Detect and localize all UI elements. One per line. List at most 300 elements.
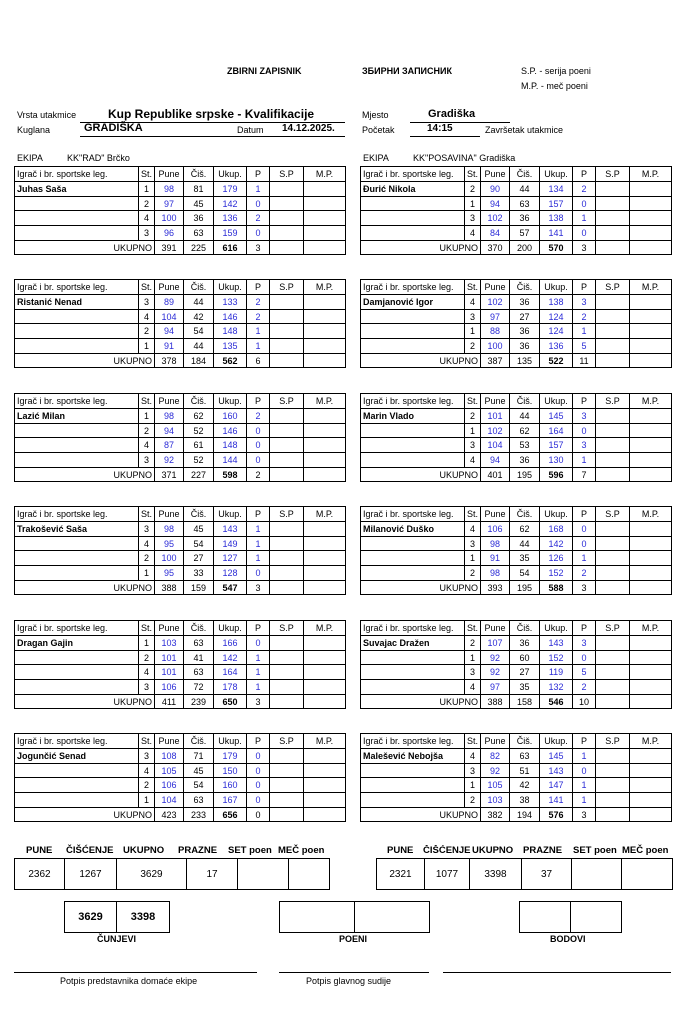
sum-home-ciscenje-h: ČIŠĆENJE xyxy=(66,845,114,856)
cunjevi-table xyxy=(64,901,170,933)
cis-header: Čiš. xyxy=(510,734,540,749)
mp-value xyxy=(304,749,346,764)
total-mp xyxy=(304,807,346,822)
cis-value: 44 xyxy=(510,182,540,197)
mp-header: M.P. xyxy=(304,621,346,636)
pune-header: Pune xyxy=(481,621,510,636)
ukup-header: Ukup. xyxy=(214,280,247,295)
st-header: St. xyxy=(139,507,155,522)
sp-value xyxy=(270,339,304,354)
poeni-table xyxy=(279,901,430,933)
lane-number: 1 xyxy=(139,182,155,197)
lane-number: 1 xyxy=(465,196,481,211)
home-game-2-table xyxy=(14,279,346,368)
total-mp xyxy=(630,580,672,595)
cunjevi-away: 3398 xyxy=(117,902,170,933)
total-cis: 184 xyxy=(184,353,214,368)
cis-value: 36 xyxy=(184,211,214,226)
sp-value xyxy=(596,339,630,354)
sp-value xyxy=(270,749,304,764)
total-row xyxy=(361,807,672,822)
pune-value: 103 xyxy=(481,793,510,808)
home-game-1-table xyxy=(14,166,346,255)
ukup-value: 130 xyxy=(540,453,573,468)
sp-value xyxy=(270,522,304,537)
lane-number: 1 xyxy=(139,636,155,651)
cis-value: 63 xyxy=(510,749,540,764)
ukup-value: 138 xyxy=(540,211,573,226)
table-row xyxy=(361,536,672,551)
cis-header: Čiš. xyxy=(184,621,214,636)
mp-value xyxy=(304,522,346,537)
sp-value xyxy=(596,793,630,808)
player-name: Ristanić Nenad xyxy=(15,295,139,310)
lane-number: 3 xyxy=(465,438,481,453)
bodovi-away xyxy=(571,902,622,933)
total-pune: 382 xyxy=(481,807,510,822)
total-pune: 388 xyxy=(155,580,184,595)
lane-number: 2 xyxy=(465,409,481,424)
player-cell-empty xyxy=(15,339,139,354)
total-row xyxy=(15,467,346,482)
pune-value: 104 xyxy=(155,309,184,324)
table-row xyxy=(361,749,672,764)
lane-number: 2 xyxy=(139,324,155,339)
cis-value: 53 xyxy=(510,438,540,453)
player-cell-empty xyxy=(15,438,139,453)
summary-home-table xyxy=(14,858,330,890)
table-row xyxy=(15,551,346,566)
p-value: 0 xyxy=(247,778,270,793)
sp-value xyxy=(270,409,304,424)
sum-away-ciscenje-h: ČIŠĆENJE xyxy=(423,845,471,856)
p-value: 0 xyxy=(573,650,596,665)
ukup-value: 144 xyxy=(214,453,247,468)
total-cis: 195 xyxy=(510,467,540,482)
player-cell-empty xyxy=(15,423,139,438)
table-row xyxy=(361,438,672,453)
table-row xyxy=(361,650,672,665)
mp-header: M.P. xyxy=(304,507,346,522)
mp-value xyxy=(304,423,346,438)
sp-value xyxy=(596,182,630,197)
ukup-value: 149 xyxy=(214,536,247,551)
ukup-header: Ukup. xyxy=(540,167,573,182)
pune-value: 106 xyxy=(155,778,184,793)
pune-value: 97 xyxy=(481,680,510,695)
mp-header: M.P. xyxy=(304,167,346,182)
sp-value xyxy=(596,196,630,211)
sp-value xyxy=(270,182,304,197)
away-game-1-table xyxy=(360,166,672,255)
mp-value xyxy=(630,339,672,354)
cis-value: 54 xyxy=(184,536,214,551)
sum-home-pune-h: PUNE xyxy=(26,845,53,856)
sp-value xyxy=(596,566,630,581)
ukupno-label: UKUPNO xyxy=(361,467,481,482)
sum-home-mec-h: MEČ poen xyxy=(278,845,325,856)
mp-value xyxy=(630,423,672,438)
sum-home-prazne: 17 xyxy=(187,859,238,890)
player-cell-empty xyxy=(15,309,139,324)
sum-home-mec xyxy=(289,859,330,890)
mp-value xyxy=(304,309,346,324)
sp-value xyxy=(270,423,304,438)
pune-value: 95 xyxy=(155,536,184,551)
player-header: Igrač i br. sportske leg. xyxy=(15,167,139,182)
p-value: 2 xyxy=(247,211,270,226)
mp-value xyxy=(630,749,672,764)
ukup-value: 135 xyxy=(214,339,247,354)
lane-number: 3 xyxy=(139,453,155,468)
p-value: 1 xyxy=(247,536,270,551)
player-cell-empty xyxy=(361,339,465,354)
total-p: 10 xyxy=(573,694,596,709)
sum-home-set-h: SET poen xyxy=(228,845,272,856)
mp-value xyxy=(304,536,346,551)
home-team-name: KK"RAD" Brčko xyxy=(67,153,130,163)
mp-value xyxy=(630,182,672,197)
p-header: P xyxy=(573,167,596,182)
pune-value: 102 xyxy=(481,211,510,226)
sp-value xyxy=(270,680,304,695)
total-mp xyxy=(630,353,672,368)
table-row xyxy=(361,309,672,324)
ukupno-label: UKUPNO xyxy=(361,807,481,822)
lane-number: 1 xyxy=(465,650,481,665)
pune-value: 92 xyxy=(155,453,184,468)
total-cis: 194 xyxy=(510,807,540,822)
total-pune: 401 xyxy=(481,467,510,482)
ukup-header: Ukup. xyxy=(540,394,573,409)
pune-value: 104 xyxy=(481,438,510,453)
mp-value xyxy=(304,438,346,453)
mp-value xyxy=(630,763,672,778)
ukupno-label: UKUPNO xyxy=(15,807,155,822)
mp-value xyxy=(630,309,672,324)
ukup-value: 178 xyxy=(214,680,247,695)
ukup-value: 143 xyxy=(540,636,573,651)
ukup-value: 141 xyxy=(540,793,573,808)
cis-value: 27 xyxy=(184,551,214,566)
ukup-header: Ukup. xyxy=(214,734,247,749)
kuglana-label: Kuglana xyxy=(17,125,51,135)
ukup-value: 128 xyxy=(214,566,247,581)
zavrsetak-label: Završetak utakmice xyxy=(485,125,564,135)
sum-home-prazne-h: PRAZNE xyxy=(178,845,218,856)
lane-number: 2 xyxy=(139,423,155,438)
pune-value: 98 xyxy=(481,536,510,551)
lane-number: 3 xyxy=(465,211,481,226)
pune-header: Pune xyxy=(155,507,184,522)
total-row xyxy=(361,467,672,482)
ukupno-label: UKUPNO xyxy=(15,353,155,368)
p-header: P xyxy=(573,394,596,409)
cis-header: Čiš. xyxy=(510,507,540,522)
table-row xyxy=(361,182,672,197)
away-game-2-table xyxy=(360,279,672,368)
mp-header: M.P. xyxy=(630,280,672,295)
sp-value xyxy=(270,763,304,778)
cis-value: 63 xyxy=(510,196,540,211)
ukup-value: 143 xyxy=(540,763,573,778)
st-header: St. xyxy=(139,280,155,295)
player-cell-empty xyxy=(15,793,139,808)
total-mp xyxy=(630,240,672,255)
table-row xyxy=(15,438,346,453)
cis-value: 44 xyxy=(184,295,214,310)
player-header: Igrač i br. sportske leg. xyxy=(361,167,465,182)
table-row xyxy=(15,339,346,354)
sum-away-ukupno-h: UKUPNO xyxy=(472,845,514,856)
lane-number: 2 xyxy=(139,650,155,665)
title-latin: ZBIRNI ZAPISNIK xyxy=(227,66,302,76)
cis-value: 38 xyxy=(510,793,540,808)
p-value: 0 xyxy=(247,226,270,241)
mp-value xyxy=(630,409,672,424)
sp-value xyxy=(596,749,630,764)
p-header: P xyxy=(247,621,270,636)
pune-header: Pune xyxy=(155,280,184,295)
lane-number: 4 xyxy=(139,438,155,453)
kuglana-underline xyxy=(80,136,345,137)
pune-header: Pune xyxy=(155,394,184,409)
p-value: 0 xyxy=(573,196,596,211)
pune-header: Pune xyxy=(155,167,184,182)
table-row xyxy=(361,763,672,778)
ukup-value: 179 xyxy=(214,749,247,764)
table-row xyxy=(361,665,672,680)
ukupno-label: UKUPNO xyxy=(15,467,155,482)
player-header: Igrač i br. sportske leg. xyxy=(361,507,465,522)
p-value: 0 xyxy=(573,763,596,778)
sp-value xyxy=(596,763,630,778)
mp-value xyxy=(304,665,346,680)
table-row xyxy=(15,324,346,339)
lane-number: 1 xyxy=(139,566,155,581)
sp-value xyxy=(596,522,630,537)
total-ukup: 562 xyxy=(214,353,247,368)
lane-number: 1 xyxy=(139,409,155,424)
mjesto-value: Gradiška xyxy=(428,108,476,120)
sp-value xyxy=(270,778,304,793)
sp-header: S.P xyxy=(270,621,304,636)
ukup-value: 142 xyxy=(214,650,247,665)
ukup-value: 134 xyxy=(540,182,573,197)
table-row xyxy=(361,196,672,211)
cis-value: 62 xyxy=(184,409,214,424)
lane-number: 4 xyxy=(465,680,481,695)
sp-value xyxy=(270,226,304,241)
table-row xyxy=(15,295,346,310)
mp-value xyxy=(630,453,672,468)
cis-value: 36 xyxy=(510,295,540,310)
table-row xyxy=(15,793,346,808)
cis-value: 45 xyxy=(184,522,214,537)
table-row xyxy=(15,196,346,211)
table-row xyxy=(15,749,346,764)
total-sp xyxy=(596,353,630,368)
ukup-value: 133 xyxy=(214,295,247,310)
ukup-value: 145 xyxy=(540,409,573,424)
player-cell-empty xyxy=(15,453,139,468)
ukup-value: 146 xyxy=(214,309,247,324)
mp-value xyxy=(630,566,672,581)
sp-header: S.P xyxy=(596,167,630,182)
total-p: 6 xyxy=(247,353,270,368)
p-value: 2 xyxy=(247,409,270,424)
mp-value xyxy=(304,453,346,468)
total-cis: 159 xyxy=(184,580,214,595)
sum-away-mec xyxy=(622,859,673,890)
player-cell-empty xyxy=(361,680,465,695)
total-pune: 370 xyxy=(481,240,510,255)
pune-value: 105 xyxy=(481,778,510,793)
player-cell-empty xyxy=(361,423,465,438)
player-cell-empty xyxy=(361,226,465,241)
mp-value xyxy=(630,778,672,793)
pune-value: 95 xyxy=(155,566,184,581)
total-cis: 233 xyxy=(184,807,214,822)
table-row xyxy=(15,409,346,424)
total-ukup: 650 xyxy=(214,694,247,709)
table-row xyxy=(15,453,346,468)
sp-value xyxy=(596,211,630,226)
p-value: 0 xyxy=(573,226,596,241)
p-header: P xyxy=(573,280,596,295)
lane-number: 1 xyxy=(465,551,481,566)
away-game-5-table xyxy=(360,620,672,709)
pune-header: Pune xyxy=(155,734,184,749)
ukup-value: 136 xyxy=(214,211,247,226)
mp-value xyxy=(304,650,346,665)
home-game-6-table xyxy=(14,733,346,822)
table-row xyxy=(15,636,346,651)
cis-value: 52 xyxy=(184,453,214,468)
pune-value: 90 xyxy=(481,182,510,197)
total-ukup: 616 xyxy=(214,240,247,255)
sp-value xyxy=(596,551,630,566)
mp-value xyxy=(304,566,346,581)
home-ekipa-label: EKIPA xyxy=(17,153,43,163)
away-team-name: KK"POSAVINA" Gradiška xyxy=(413,153,516,163)
sp-header: S.P xyxy=(596,507,630,522)
ukup-header: Ukup. xyxy=(540,734,573,749)
total-row xyxy=(361,353,672,368)
p-value: 3 xyxy=(573,295,596,310)
pune-value: 98 xyxy=(155,182,184,197)
total-p: 0 xyxy=(247,807,270,822)
ukup-value: 152 xyxy=(540,566,573,581)
st-header: St. xyxy=(465,280,481,295)
player-name: Suvajac Dražen xyxy=(361,636,465,651)
st-header: St. xyxy=(139,734,155,749)
sum-away-pune-h: PUNE xyxy=(387,845,414,856)
lane-number: 3 xyxy=(139,295,155,310)
sp-value xyxy=(270,453,304,468)
pune-value: 89 xyxy=(155,295,184,310)
ukup-value: 167 xyxy=(214,793,247,808)
ukup-header: Ukup. xyxy=(214,167,247,182)
sp-value xyxy=(596,226,630,241)
total-mp xyxy=(304,467,346,482)
pune-value: 98 xyxy=(155,522,184,537)
total-pune: 393 xyxy=(481,580,510,595)
pune-value: 94 xyxy=(155,324,184,339)
cis-value: 63 xyxy=(184,793,214,808)
total-row xyxy=(361,240,672,255)
ukup-value: 143 xyxy=(214,522,247,537)
p-value: 0 xyxy=(573,423,596,438)
ukupno-label: UKUPNO xyxy=(361,353,481,368)
player-cell-empty xyxy=(15,536,139,551)
total-p: 3 xyxy=(247,240,270,255)
ukup-value: 141 xyxy=(540,226,573,241)
ukup-header: Ukup. xyxy=(540,621,573,636)
total-row xyxy=(15,807,346,822)
total-pune: 388 xyxy=(481,694,510,709)
bodovi-home xyxy=(520,902,571,933)
mp-value xyxy=(304,211,346,226)
total-sp xyxy=(270,353,304,368)
cis-header: Čiš. xyxy=(510,621,540,636)
player-header: Igrač i br. sportske leg. xyxy=(15,734,139,749)
ukup-header: Ukup. xyxy=(214,394,247,409)
cis-value: 72 xyxy=(184,680,214,695)
total-ukup: 598 xyxy=(214,467,247,482)
cis-value: 62 xyxy=(510,522,540,537)
sp-header: S.P xyxy=(596,280,630,295)
p-value: 1 xyxy=(573,793,596,808)
pune-value: 88 xyxy=(481,324,510,339)
ukup-value: 150 xyxy=(214,763,247,778)
p-value: 3 xyxy=(573,636,596,651)
pune-value: 101 xyxy=(481,409,510,424)
ukup-value: 179 xyxy=(214,182,247,197)
total-sp xyxy=(596,580,630,595)
total-cis: 200 xyxy=(510,240,540,255)
total-sp xyxy=(596,807,630,822)
mp-value xyxy=(630,211,672,226)
p-header: P xyxy=(247,734,270,749)
cis-value: 36 xyxy=(510,339,540,354)
lane-number: 3 xyxy=(465,309,481,324)
ukup-header: Ukup. xyxy=(214,621,247,636)
total-sp xyxy=(270,694,304,709)
total-cis: 225 xyxy=(184,240,214,255)
pune-value: 104 xyxy=(155,793,184,808)
mp-value xyxy=(304,763,346,778)
ukup-value: 138 xyxy=(540,295,573,310)
lane-number: 2 xyxy=(139,196,155,211)
lane-number: 1 xyxy=(139,339,155,354)
p-value: 2 xyxy=(573,182,596,197)
sig-home-label: Potpis predstavnika domaće ekipe xyxy=(60,976,198,986)
mp-value xyxy=(304,778,346,793)
st-header: St. xyxy=(465,734,481,749)
mp-value xyxy=(630,793,672,808)
home-game-5-table xyxy=(14,620,346,709)
mp-value xyxy=(630,295,672,310)
mp-value xyxy=(304,551,346,566)
cis-value: 54 xyxy=(510,566,540,581)
player-cell-empty xyxy=(15,324,139,339)
player-name: Malešević Nebojša xyxy=(361,749,465,764)
ukup-value: 160 xyxy=(214,409,247,424)
p-header: P xyxy=(247,280,270,295)
cis-value: 42 xyxy=(184,309,214,324)
table-row xyxy=(361,778,672,793)
